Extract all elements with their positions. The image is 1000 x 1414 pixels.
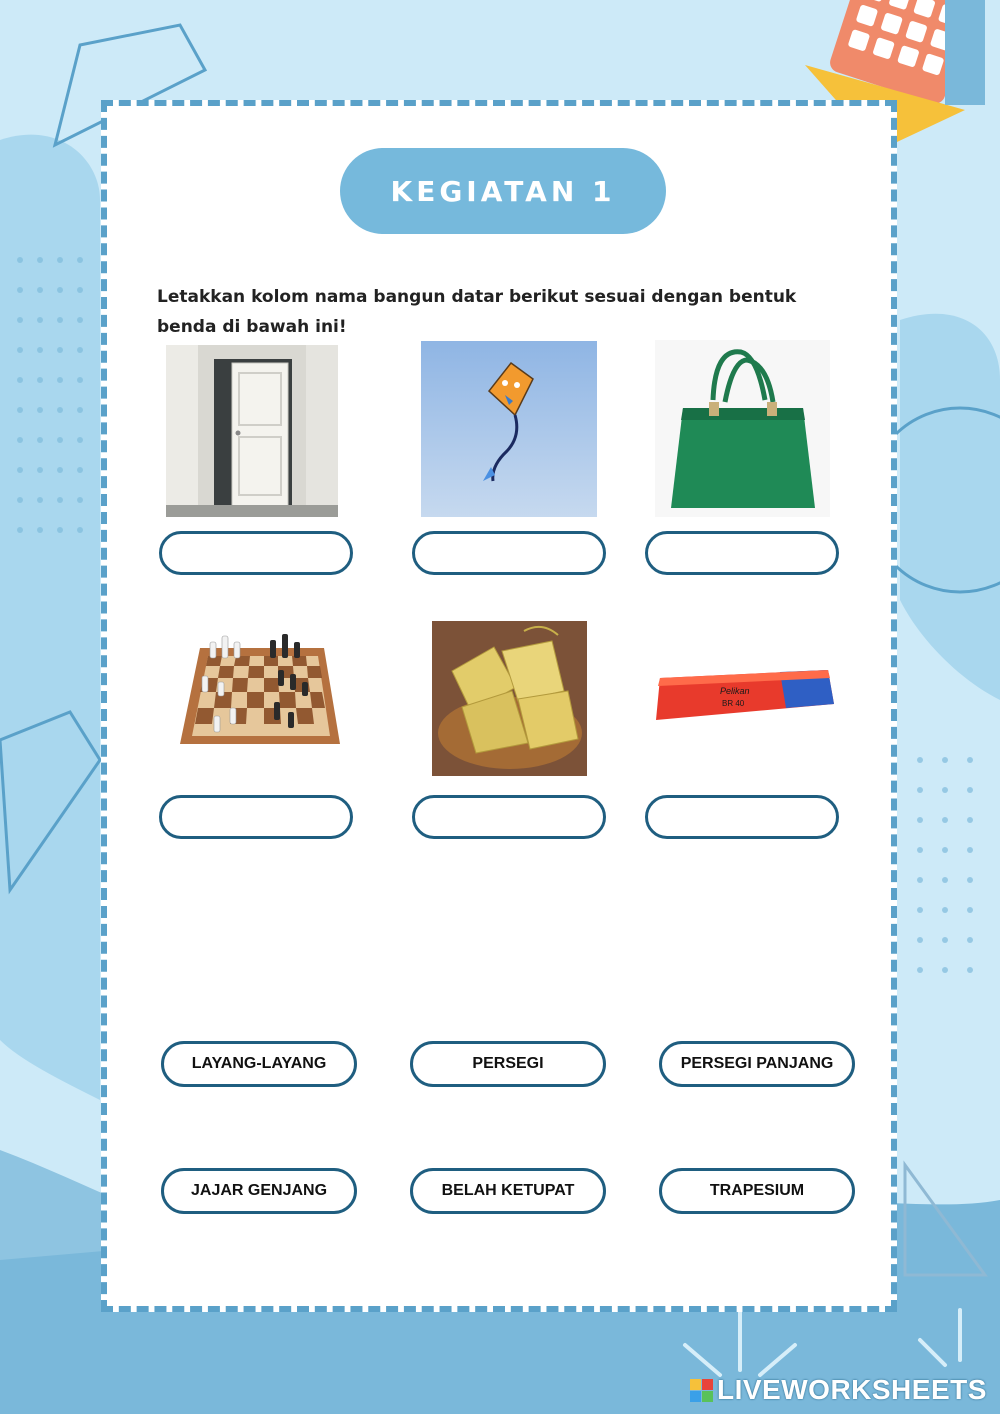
liveworksheets-logo-icon	[690, 1379, 713, 1402]
liveworksheets-brand[interactable]	[690, 1374, 987, 1406]
page-title: KEGIATAN 1	[340, 148, 666, 234]
answer-slot-chessboard[interactable]	[159, 795, 353, 839]
label-layang-layang[interactable]: LAYANG-LAYANG	[161, 1041, 357, 1087]
ketupat-photo	[432, 621, 587, 776]
eraser-photo	[650, 664, 835, 726]
kite-photo	[421, 341, 597, 517]
label-trapesium[interactable]: TRAPESIUM	[659, 1168, 855, 1214]
answer-slot-eraser[interactable]	[645, 795, 839, 839]
handbag-photo	[655, 340, 830, 517]
chessboard-photo	[170, 612, 343, 782]
instruction-text: Letakkan kolom nama bangun datar berikut sesuai dengan bentuk benda di bawah ini!	[157, 287, 797, 337]
label-jajar-genjang[interactable]: JAJAR GENJANG	[161, 1168, 357, 1214]
answer-slot-ketupat[interactable]	[412, 795, 606, 839]
answer-slot-door[interactable]	[159, 531, 353, 575]
svg-text:BR 40: BR 40	[722, 699, 745, 708]
svg-text:Pelikan: Pelikan	[720, 686, 750, 696]
brand-name: LIVEWORKSHEETS	[717, 1374, 987, 1405]
label-persegi[interactable]: PERSEGI	[410, 1041, 606, 1087]
label-persegi-panjang[interactable]: PERSEGI PANJANG	[659, 1041, 855, 1087]
answer-slot-kite[interactable]	[412, 531, 606, 575]
answer-slot-handbag[interactable]	[645, 531, 839, 575]
door-photo	[166, 345, 338, 517]
label-belah-ketupat[interactable]: BELAH KETUPAT	[410, 1168, 606, 1214]
